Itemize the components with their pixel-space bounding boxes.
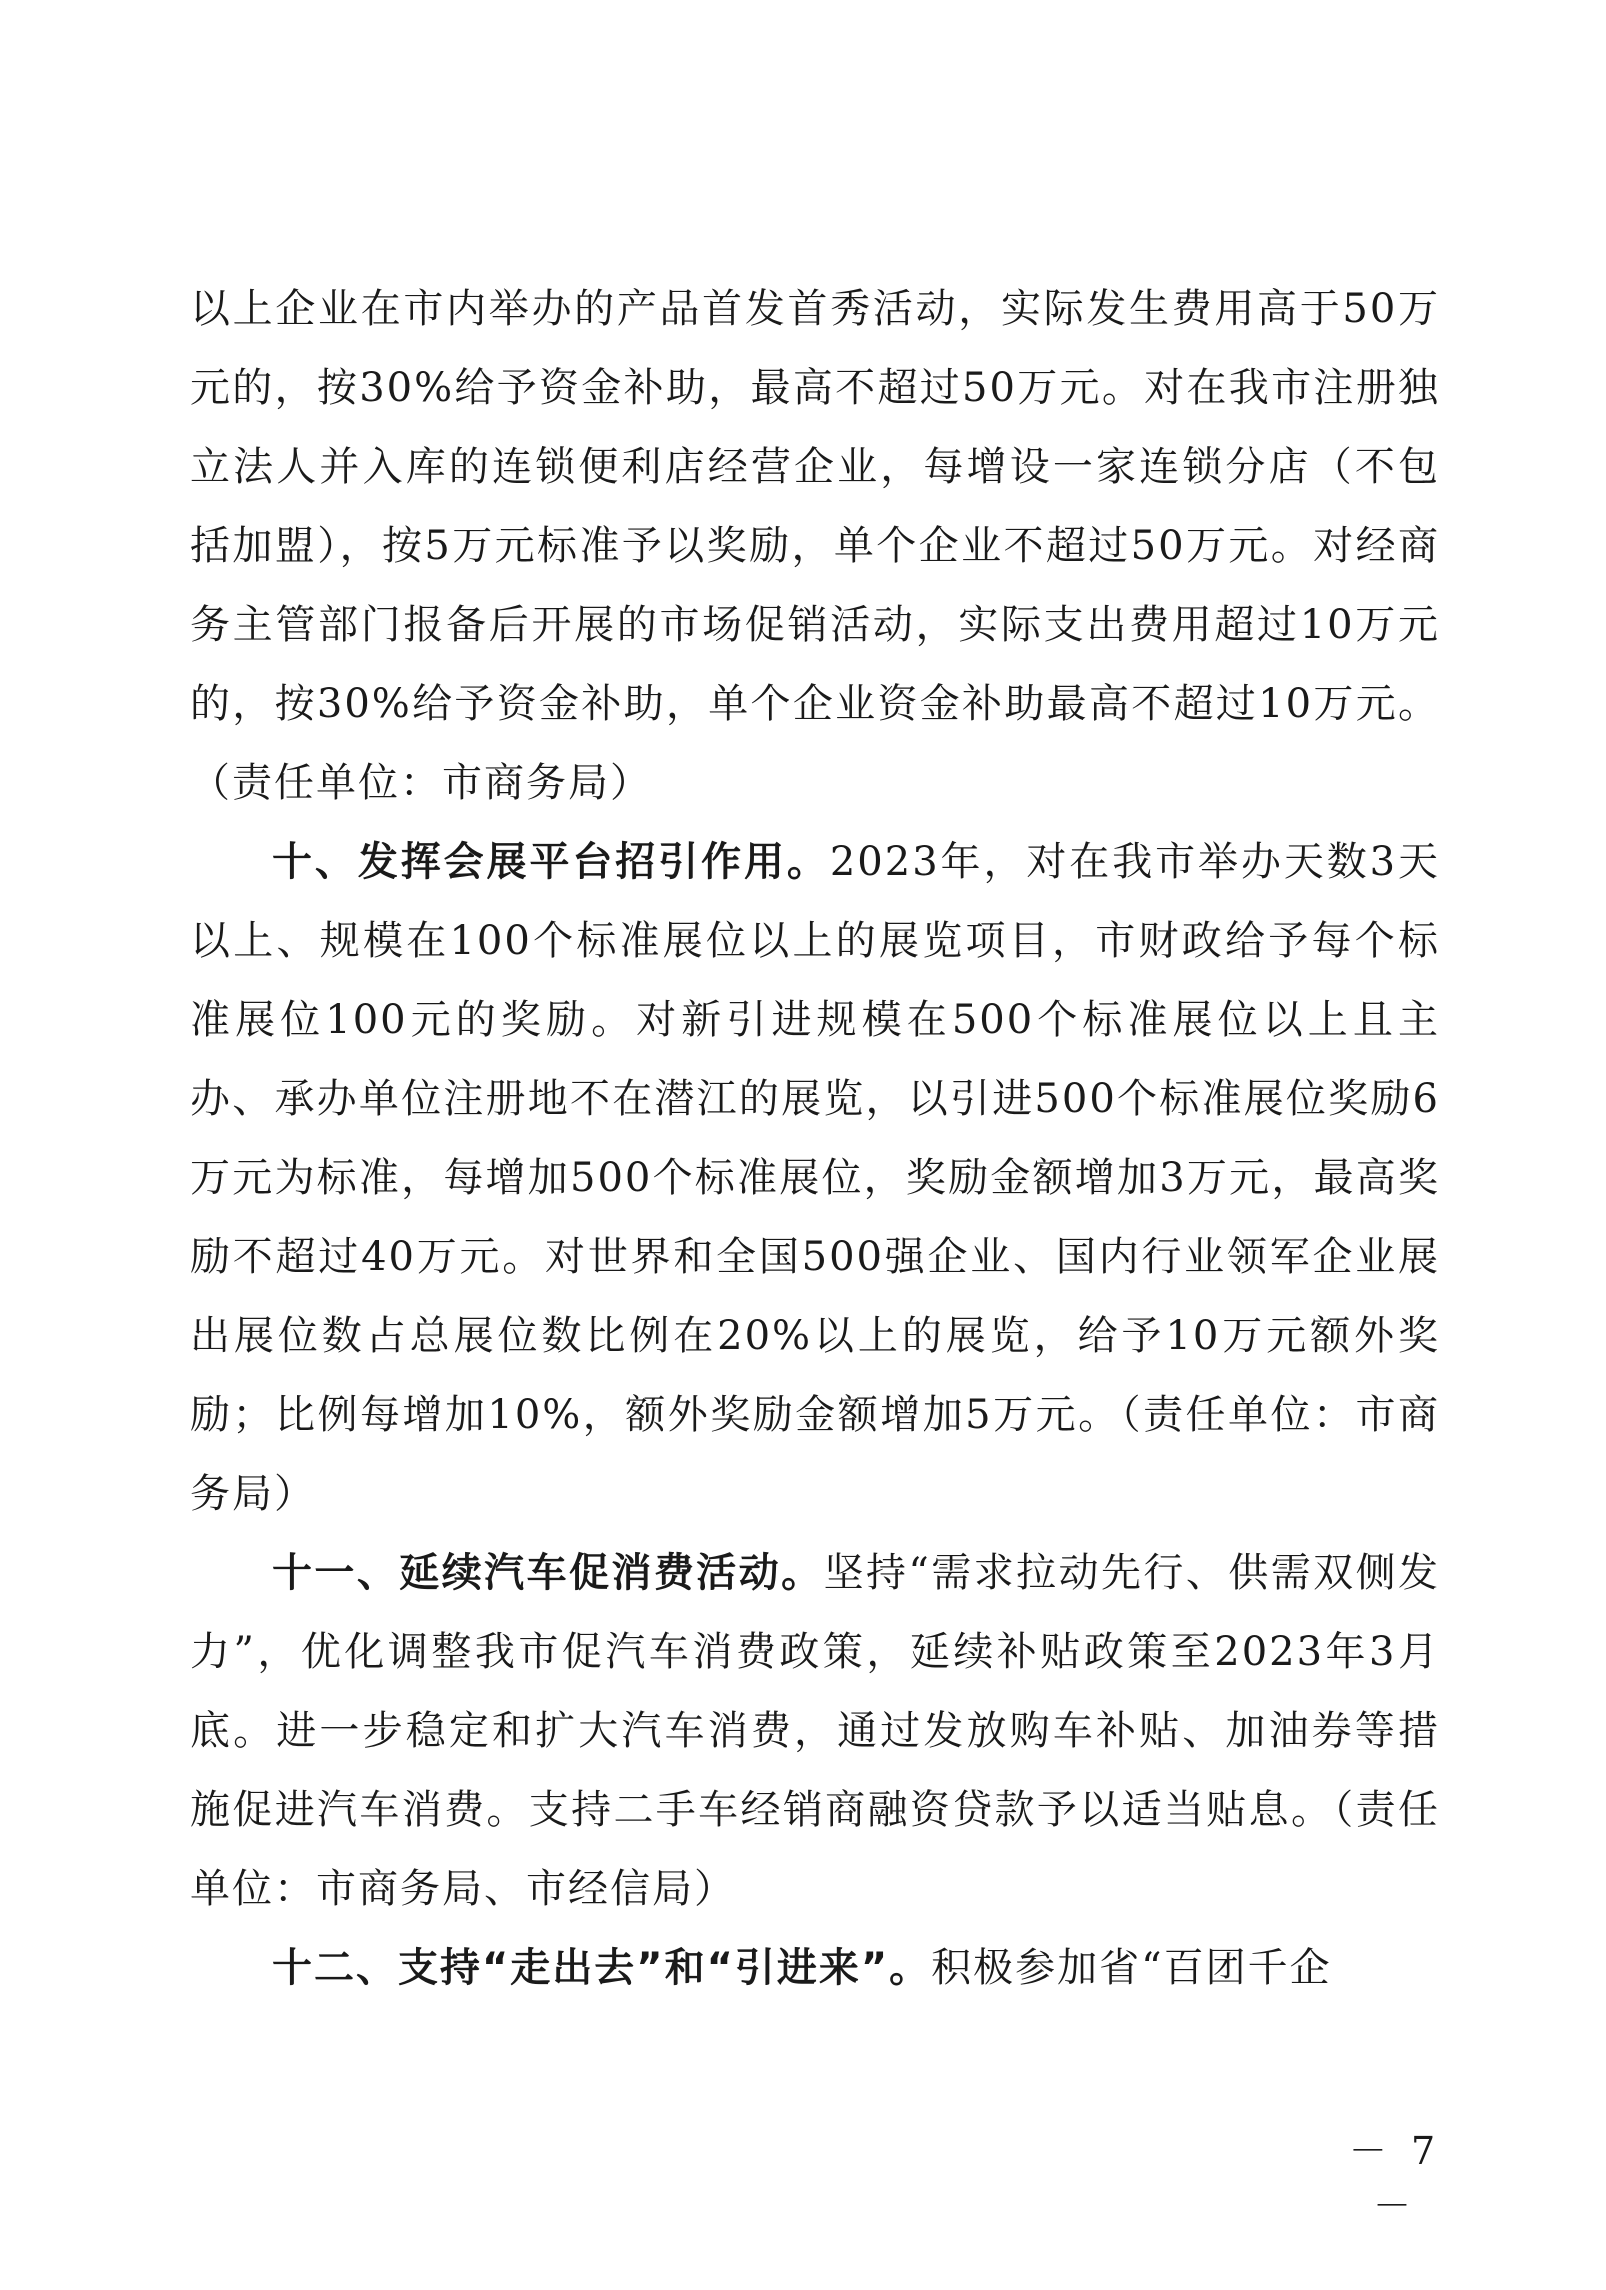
paragraph-continuation (190, 270, 1440, 823)
paragraph-section-11 (190, 1534, 1440, 1929)
paragraph-text: 坚持“需求拉动先行、供需双侧发力”，优化调整我市促汽车消费政策，延续补贴政策至2023年3月底。进一步稳定和扩大汽车消费，通过发放购车补贴、加油券等措施促进汽车消费。支持二手车经销商融资贷款予以适当贴息。（责任单位：市商务局、市经信局） (190, 1550, 1440, 1912)
paragraph-text: 积极参加省“百团千企 (931, 1945, 1332, 1991)
section-heading: 十、发挥会展平台招引作用。 (272, 839, 830, 885)
paragraph-text: 2023年，对在我市举办天数3天以上、规模在100个标准展位以上的展览项目，市财政给予每个标准展位100元的奖励。对新引进规模在500个标准展位以上且主办、承办单位注册地不在潜江的展览，以引进500个标准展位奖励6万元为标准，每增加500个标准展位，奖励金额增加3万元，最高奖励不超过40万元。对世界和全国500强企业、国内行业领军企业展出展位数占总展位数比例在20%以上的展览，给予10万元额外奖励；比例每增加10%，额外奖励金额增加5万元。（责任单位：市商务局） (190, 839, 1441, 1517)
paragraph-text: 以上企业在市内举办的产品首发首秀活动，实际发生费用高于50万元的，按30%给予资金补助，最高不超过50万元。对在我市注册独立法人并入库的连锁便利店经营企业，每增设一家连锁分店（不包括加盟），按5万元标准予以奖励，单个企业不超过50万元。对经商务主管部门报备后开展的市场促销活动，实际支出费用超过10万元的，按30%给予资金补助，单个企业资金补助最高不超过10万元。（责任单位：市商务局） (190, 286, 1440, 806)
paragraph-section-12 (190, 1929, 1440, 2008)
section-heading: 十二、支持“走出去”和“引进来”。 (272, 1945, 932, 1991)
page-number: － 7 － (1348, 2129, 1442, 2228)
document-body (190, 270, 1440, 2008)
section-heading: 十一、延续汽车促消费活动。 (272, 1550, 824, 1596)
paragraph-section-10 (190, 823, 1440, 1534)
